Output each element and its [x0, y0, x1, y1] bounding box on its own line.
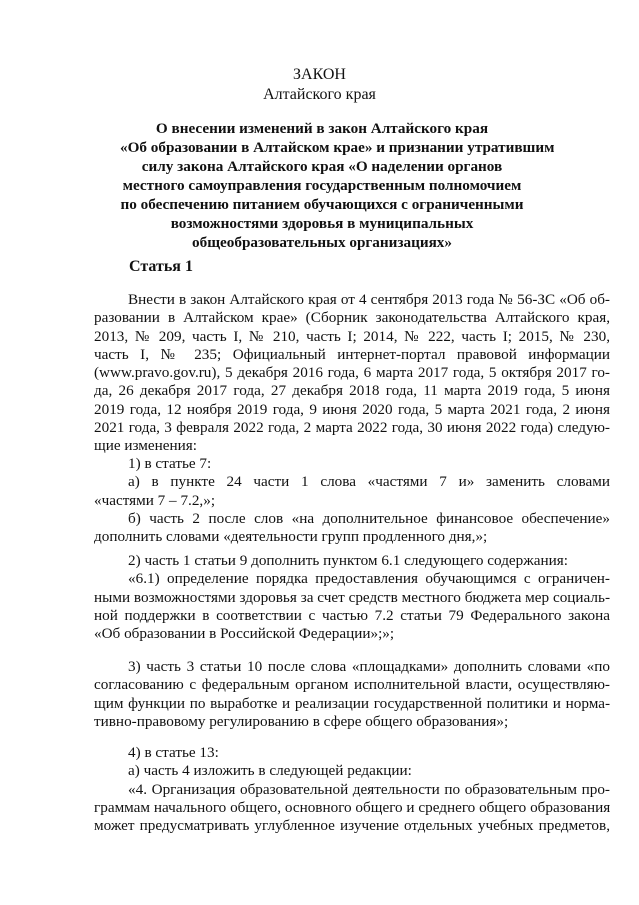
- law-region: Алтайского края: [263, 86, 376, 103]
- item-3: [94, 658, 610, 731]
- text-line: дополнить словами «деятельности групп продленного дня,»;: [94, 528, 488, 546]
- text-line: а) в пункте 24 части 1 слова «частями 7 и» заменить словами: [128, 473, 610, 491]
- text-line: «6.1) определение порядка предоставления обучающимся с ограничен-: [128, 570, 610, 588]
- text-line: (www.pravo.gov.ru), 5 декабря 2016 года, 6 марта 2017 года, 5 октября 2017 го-: [94, 364, 610, 382]
- text-line: согласованию с федеральным органом исполнительной власти, осуществляю-: [94, 676, 610, 694]
- title-line: общеобразовательных организациях»: [192, 234, 452, 251]
- text-line: 2021 года, 3 февраля 2022 года, 2 марта 2022 года, 30 июня 2022 года) следую-: [94, 419, 610, 437]
- text-line: «частями 7 – 7.2,»;: [94, 491, 216, 509]
- title-line: О внесении изменений в закон Алтайского края: [155, 120, 489, 137]
- title-line: силу закона Алтайского края «О наделении органов: [141, 158, 503, 175]
- law-title: [120, 119, 555, 252]
- text-line: 2013, № 209, часть I, № 210, часть I; 2014, № 222, часть I; 2015, № 230,: [94, 327, 610, 345]
- text-line: Внести в закон Алтайского края от 4 сентября 2013 года № 56-ЗС «Об об-: [128, 291, 610, 308]
- text-line: 2019 года, 12 ноября 2019 года, 9 июня 2020 года, 5 марта 2021 года, 2 июня: [94, 400, 610, 418]
- text-line: ными возможностями здоровья за счет средств местного бюджета мер социаль-: [94, 588, 610, 606]
- item-1: [94, 455, 610, 546]
- text-line: «Об образовании в Российской Федерации»;»;: [94, 625, 395, 643]
- title-line: по обеспечению питанием обучающихся с ограниченными: [120, 196, 524, 213]
- item-2: [94, 552, 610, 643]
- title-line: «Об образовании в Алтайском крае» и признании утратившим: [120, 139, 555, 156]
- text-line: может предусматривать углубленное изучение отдельных учебных предметов,: [94, 817, 610, 835]
- title-line: возможностями здоровья в муниципальных: [170, 215, 474, 232]
- text-line: ной поддержки в соответствии с частью 7.2 статьи 79 Федерального закона: [94, 606, 610, 624]
- text-line: 1) в статье 7:: [128, 455, 212, 472]
- text-line: часть I, № 235; Официальный интернет-портал правовой информации: [94, 345, 610, 363]
- text-line: щие изменения:: [94, 437, 197, 455]
- text-line: тивно-правовому регулированию в сфере общего образования»;: [94, 712, 509, 730]
- text-line: да, 26 декабря 2017 года, 27 декабря 2018 года, 11 марта 2019 года, 5 июня: [94, 382, 610, 400]
- text-line: а) часть 4 изложить в следующей редакции:: [128, 762, 412, 780]
- article-heading: Статья 1: [129, 258, 193, 275]
- text-line: разовании в Алтайском крае» (Сборник законодательства Алтайского края,: [94, 309, 610, 327]
- intro-paragraph: [94, 291, 610, 456]
- item-4: [94, 744, 610, 835]
- text-line: щим функции по выработке и реализации государственной политики и норма-: [94, 694, 610, 712]
- title-line: местного самоуправления государственным полномочием: [122, 177, 522, 194]
- text-line: б) часть 2 после слов «на дополнительное финансовое обеспечение»: [128, 509, 610, 527]
- law-heading: ЗАКОН: [293, 66, 346, 83]
- text-line: 2) часть 1 статьи 9 дополнить пунктом 6.1 следующего содержания:: [128, 552, 568, 569]
- text-line: 4) в статье 13:: [128, 744, 219, 761]
- text-line: 3) часть 3 статьи 10 после слова «площадками» дополнить словами «по: [128, 658, 610, 675]
- text-line: граммам начального общего, основного общего и среднего общего образования: [94, 798, 611, 816]
- text-line: «4. Организация образовательной деятельности по образовательным про-: [128, 780, 610, 798]
